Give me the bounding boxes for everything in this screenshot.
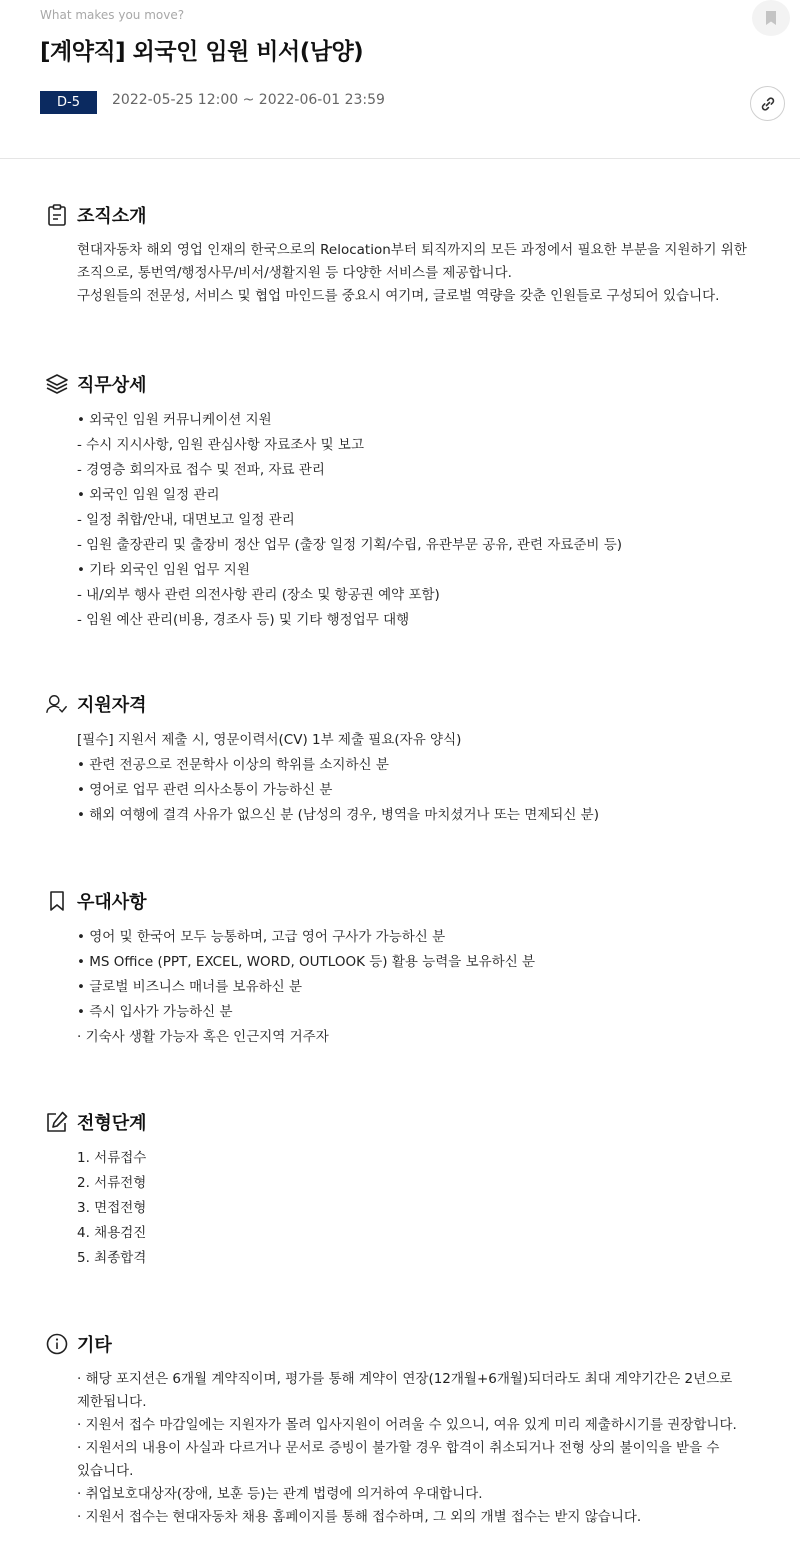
section-etc: [46, 1331, 786, 1529]
text-line: 구성원들의 전문성, 서비스 및 협업 마인드를 중요시 여기며, 글로벌 역량을 갖춘 인원들로 구성되어 있습니다.: [77, 288, 720, 304]
section-body: [77, 925, 786, 1050]
user-check-icon: [46, 693, 68, 715]
bookmark-button[interactable]: [752, 0, 790, 36]
list-item: · 기숙사 생활 가능자 혹은 인근지역 거주자: [77, 1029, 329, 1045]
section-body: [77, 1146, 786, 1271]
list-item: • 즉시 입사가 가능하신 분: [77, 1004, 233, 1020]
section-body: [77, 1368, 786, 1529]
list-item: • 해외 여행에 결격 사유가 없으신 분 (남성의 경우, 병역을 마치셨거나 또는 면제되신 분): [77, 807, 599, 823]
list-item: 2. 서류전형: [77, 1175, 147, 1191]
list-item: 4. 채용검진: [77, 1225, 147, 1241]
list-item: • 외국인 임원 일정 관리: [77, 487, 220, 503]
list-item: - 임원 예산 관리(비용, 경조사 등) 및 기타 행정업무 대행: [77, 612, 410, 628]
section-duties: [46, 371, 786, 633]
text-line: 조직으로, 통번역/행정사무/비서/생활지원 등 다양한 서비스를 제공합니다.: [77, 265, 512, 281]
list-item: • 관련 전공으로 전문학사 이상의 학위를 소지하신 분: [77, 757, 389, 773]
clipboard-icon: [46, 204, 68, 226]
info-icon: [46, 1333, 68, 1355]
section-body: [77, 239, 786, 308]
section-intro: [46, 202, 786, 308]
list-item: 5. 최종합격: [77, 1250, 147, 1266]
text-line: · 지원서 접수는 현대자동차 채용 홈페이지를 통해 접수하며, 그 외의 개별 접수는 받지 않습니다.: [77, 1509, 642, 1525]
text-line: · 지원서 접수 마감일에는 지원자가 몰려 입사지원이 어려울 수 있으니, 여유 있게 미리 제출하시기를 권장합니다.: [77, 1417, 737, 1433]
list-item: 1. 서류접수: [77, 1150, 147, 1166]
page-title: [계약직] 외국인 임원 비서(남양): [40, 39, 364, 65]
bookmark-icon: [765, 11, 777, 25]
section-title: 전형단계: [77, 1113, 147, 1134]
list-item: • 글로벌 비즈니스 매너를 보유하신 분: [77, 979, 303, 995]
tagline: What makes you move?: [40, 8, 185, 22]
text-line: 있습니다.: [77, 1463, 134, 1479]
section-title: 지원자격: [77, 695, 147, 716]
job-header: [0, 0, 800, 159]
section-preferences: [46, 888, 786, 1050]
bookmark-outline-icon: [46, 890, 68, 912]
list-item: - 내/외부 행사 관련 의전사항 관리 (장소 및 항공권 예약 포함): [77, 587, 440, 603]
application-period: 2022-05-25 12:00 ~ 2022-06-01 23:59: [112, 92, 385, 108]
text-line: 제한됩니다.: [77, 1394, 147, 1410]
dday-badge: D-5: [40, 91, 97, 114]
text-line: · 취업보호대상자(장애, 보훈 등)는 관계 법령에 의거하여 우대합니다.: [77, 1486, 483, 1502]
section-title: 기타: [77, 1335, 112, 1356]
section-title: 우대사항: [77, 892, 147, 913]
list-item: - 경영층 회의자료 접수 및 전파, 자료 관리: [77, 462, 325, 478]
list-item: - 임원 출장관리 및 출장비 정산 업무 (출장 일정 기획/수립, 유관부문 공유, 관련 자료준비 등): [77, 537, 623, 553]
list-item: - 수시 지시사항, 임원 관심사항 자료조사 및 보고: [77, 437, 364, 453]
layers-icon: [46, 373, 68, 395]
text-line: · 지원서의 내용이 사실과 다르거나 문서로 증빙이 불가할 경우 합격이 취소되거나 전형 상의 불이익을 받을 수: [77, 1440, 720, 1456]
text-line: · 해당 포지션은 6개월 계약직이며, 평가를 통해 계약이 연장(12개월+6개월)되더라도 최대 계약기간은 2년으로: [77, 1371, 733, 1387]
copy-link-button[interactable]: [750, 86, 785, 121]
section-body: [77, 728, 786, 828]
list-item: • 기타 외국인 임원 업무 지원: [77, 562, 250, 578]
list-item: • 영어 및 한국어 모두 능통하며, 고급 영어 구사가 가능하신 분: [77, 929, 446, 945]
edit-icon: [46, 1111, 68, 1133]
link-icon: [760, 96, 776, 112]
list-item: • 외국인 임원 커뮤니케이션 지원: [77, 412, 272, 428]
list-item: [필수] 지원서 제출 시, 영문이력서(CV) 1부 제출 필요(자유 양식): [77, 732, 462, 748]
section-process: [46, 1109, 786, 1271]
text-line: 현대자동차 해외 영업 인재의 한국으로의 Relocation부터 퇴직까지의 모든 과정에서 필요한 부분을 지원하기 위한: [77, 242, 747, 258]
list-item: - 일정 취합/안내, 대면보고 일정 관리: [77, 512, 295, 528]
section-qualifications: [46, 691, 786, 828]
section-title: 직무상세: [77, 375, 147, 396]
section-title: 조직소개: [77, 206, 147, 227]
section-body: [77, 408, 786, 633]
list-item: • 영어로 업무 관련 의사소통이 가능하신 분: [77, 782, 333, 798]
list-item: • MS Office (PPT, EXCEL, WORD, OUTLOOK 등) 활용 능력을 보유하신 분: [77, 954, 536, 970]
list-item: 3. 면접전형: [77, 1200, 147, 1216]
